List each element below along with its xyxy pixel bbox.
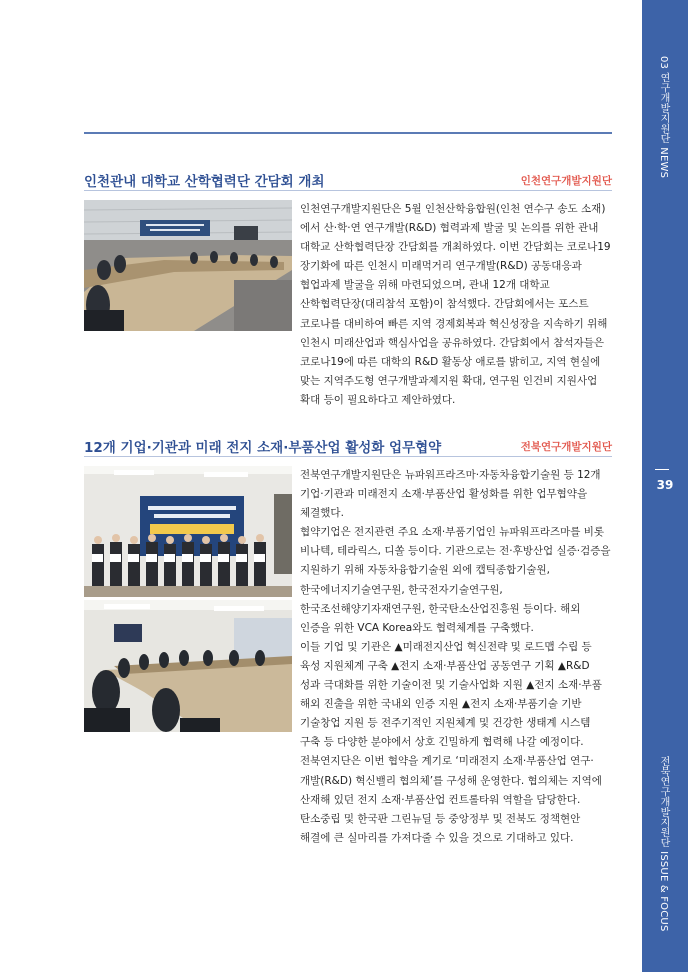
header-underline [84, 190, 612, 191]
article-body [300, 200, 612, 410]
article-title: 인천관내 대학교 산학협력단 간담회 개최 [84, 174, 325, 190]
paragraph: 전북연지단은 이번 협약을 계기로 ‘미래전지 소재·부품산업 연구·개발(R&D) 혁신밸리 협의체’를 구성해 운영한다. 협의체는 지역에 산재해 있던 전지 소재·부품산업 컨트롤타워 역할을 담당한다. 탄소중립 및 한국판 그린뉴딜 등 중앙정부 및 전북도 정책현안 해결에 큰 실마리를 가져다줄 수 있을 것으로 기대하고 있다. [300, 755, 602, 844]
article-title: 12개 기업·기관과 미래 전지 소재·부품산업 활성화 업무협약 [84, 440, 442, 456]
article-header [84, 170, 612, 190]
page-number-tick [655, 469, 669, 470]
top-divider [84, 132, 612, 134]
article-jeonbuk [84, 436, 612, 844]
section-label: 03 연구개발지원단 NEWS [658, 56, 669, 179]
article-incheon [84, 170, 612, 406]
publication-label: 전북연구개발지원단 ISSUE & FOCUS [658, 756, 669, 932]
article-org: 인천연구개발지원단 [520, 175, 612, 187]
header-underline [84, 456, 612, 457]
paragraph: 협약기업은 전지관련 주요 소재·부품기업인 뉴파워프라즈마를 비롯 비나텍, 테라릭스, 디쏠 등이다. 기관으로는 전·후방산업 실증·검증을 지원하기 위해 자동차융합기술원 외에 캡틱종합기술원, 한국에너지기술연구원, 한국전자기술연구원, 한국조선해양기자재연구원, 한국탄소산업진흥원 등이다. 해외 인증을 위한 VCA Korea와도 협력체계를 구축했다. [300, 526, 611, 634]
meeting-table-photo [84, 600, 292, 732]
sidebar [642, 0, 688, 972]
article-org: 전북연구개발지원단 [520, 441, 612, 453]
paragraph: 인천연구개발지원단은 5월 인천산학융합원(인천 연수구 송도 소재)에서 산·학·연 연구개발(R&D) 협력과제 발굴 및 논의를 위한 관내 대학교 산학협력단장 간담회를 개최하였다. 이번 간담회는 코로나19 장기화에 따른 인천시 미래먹거리 연구개발(R&D) 공동대응과 협업과제 발굴을 위해 마련되었으며, 관내 12개 대학교 산학협력단장(대리참석 포함)이 참석했다. 간담회에서는 포스트 코로나를 대비하여 빠른 지역 경제회복과 혁신성장을 지속하기 위해 인천시 미래산업과 핵심사업을 공유하였다. 간담회에서 참석자들은 코로나19에 따른 대학의 R&D 활동상 애로를 밝히고, 지역 현실에 맞는 지역주도형 연구개발과제지원 확대, 연구원 인건비 지원사업 확대 등이 필요하다고 제안하였다. [300, 203, 611, 406]
article-body [300, 466, 612, 848]
agreement-ceremony-photo [84, 466, 292, 597]
paragraph: 전북연구개발지원단은 뉴파워프라즈마·자동차융합기술원 등 12개 기업·기관과 미래전지 소재·부품산업 활성화를 위한 업무협약을 체결했다. [300, 469, 601, 520]
page-number: 39 [656, 478, 674, 492]
meeting-photo [84, 200, 292, 331]
article-header [84, 436, 612, 456]
paragraph: 이들 기업 및 기관은 ▲미래전지산업 혁신전략 및 로드맵 수립 등 육성 지원체계 구축 ▲전지 소재·부품산업 공동연구 기획 ▲R&D 성과 극대화를 위한 기술이전 및 기술사업화 지원 ▲전지 소재·부품 해외 진출을 위한 국내외 인증 지원 ▲전지 소재·부품기술 기반 기술창업 지원 등 전주기적인 지원체계 및 건강한 생태계 시스템 구축 등 다양한 분야에서 상호 긴밀하게 협력해 나갈 예정이다. [300, 640, 602, 749]
